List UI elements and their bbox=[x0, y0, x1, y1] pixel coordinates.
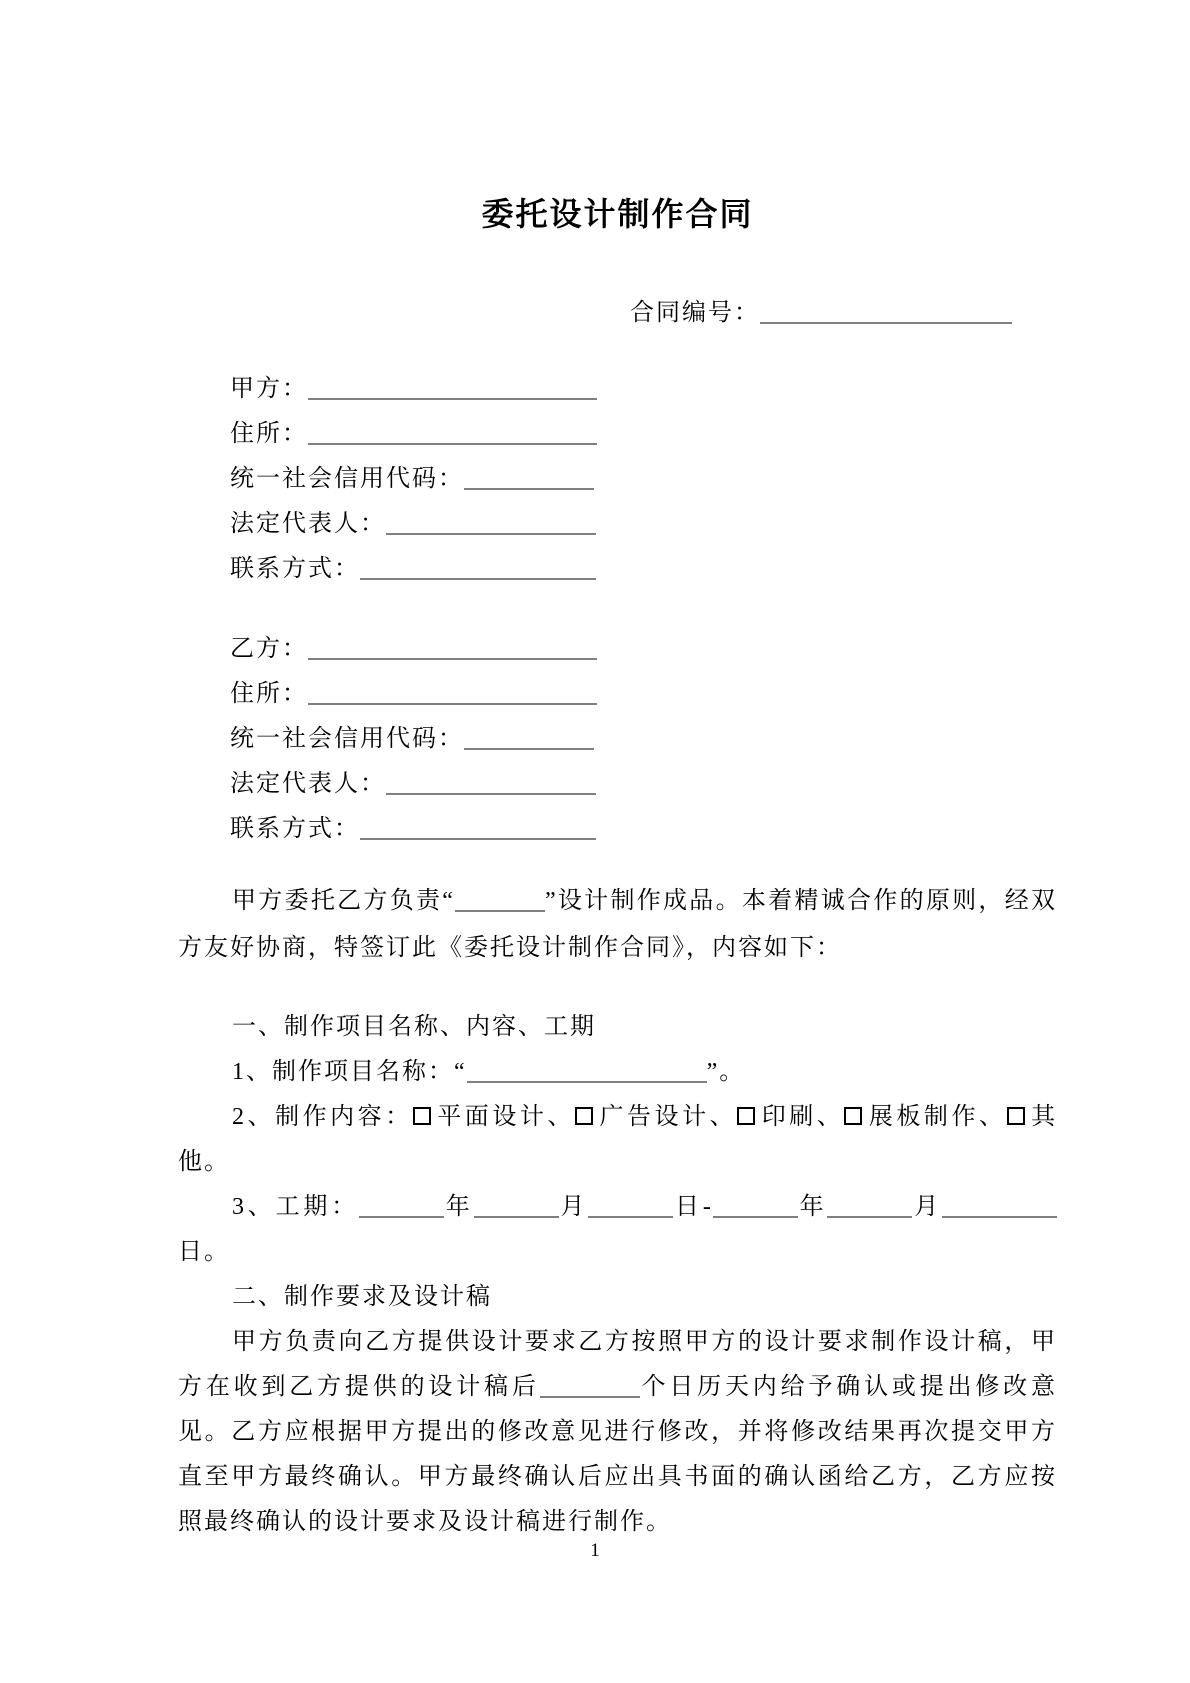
unit-year-2: 年 bbox=[797, 1194, 828, 1220]
section-1-item-2 bbox=[178, 1095, 1057, 1185]
checkbox-other[interactable] bbox=[1007, 1107, 1025, 1125]
option-separator: 、 bbox=[709, 1104, 738, 1130]
end-day-blank[interactable] bbox=[942, 1204, 1057, 1218]
contract-number-label: 合同编号： bbox=[630, 300, 760, 326]
start-day-blank[interactable] bbox=[588, 1204, 673, 1218]
end-year-blank[interactable] bbox=[713, 1204, 798, 1218]
party-a-legal-rep-blank[interactable] bbox=[386, 521, 596, 535]
section-1-heading: 一、制作项目名称、内容、工期 bbox=[232, 1014, 596, 1040]
party-b-address-line bbox=[230, 672, 1057, 717]
party-a-credit-code-line bbox=[230, 457, 1057, 502]
party-b-name-line bbox=[230, 627, 1057, 672]
party-a-legal-rep-label: 法定代表人： bbox=[230, 511, 386, 537]
party-b-credit-code-label: 统一社会信用代码： bbox=[230, 726, 464, 752]
option-separator: 、 bbox=[816, 1104, 845, 1130]
option-other: 其他 bbox=[178, 1104, 1058, 1175]
party-b-address-blank[interactable] bbox=[308, 691, 597, 705]
end-month-blank[interactable] bbox=[827, 1204, 912, 1218]
section-2-paragraph bbox=[178, 1320, 1057, 1545]
party-b-legal-rep-blank[interactable] bbox=[386, 781, 596, 795]
party-b-contact-label: 联系方式： bbox=[230, 816, 360, 842]
party-a-name-label: 甲方： bbox=[230, 376, 308, 402]
checkbox-display-board[interactable] bbox=[844, 1107, 862, 1125]
party-a-credit-code-blank[interactable] bbox=[464, 476, 594, 490]
document-title: 委托设计制作合同 bbox=[481, 196, 754, 232]
party-a-address-line bbox=[230, 412, 1057, 457]
party-a-block bbox=[230, 367, 1057, 592]
option-separator: 、 bbox=[979, 1104, 1007, 1130]
party-b-block bbox=[230, 627, 1057, 852]
option-terminator: 。 bbox=[204, 1149, 230, 1175]
option-printing: 印刷 bbox=[760, 1104, 817, 1130]
party-b-name-label: 乙方： bbox=[230, 636, 308, 662]
party-a-name-blank[interactable] bbox=[308, 386, 597, 400]
section-1-item-3 bbox=[178, 1185, 1057, 1275]
party-a-legal-rep-line bbox=[230, 502, 1057, 547]
option-ad-design: 广告设计 bbox=[597, 1104, 710, 1130]
party-a-credit-code-label: 统一社会信用代码： bbox=[230, 466, 464, 492]
start-year-blank[interactable] bbox=[359, 1204, 444, 1218]
party-b-legal-rep-label: 法定代表人： bbox=[230, 771, 386, 797]
page-number: 1 bbox=[590, 1540, 600, 1561]
option-display-board: 展板制作 bbox=[867, 1104, 979, 1130]
party-b-address-label: 住所： bbox=[230, 681, 308, 707]
party-a-address-label: 住所： bbox=[230, 421, 308, 447]
item-3-label: 3、工期： bbox=[232, 1194, 359, 1220]
contract-number-row bbox=[178, 291, 1057, 336]
party-b-credit-code-line bbox=[230, 717, 1057, 762]
unit-year: 年 bbox=[444, 1194, 474, 1220]
section-2-text-post: 个日历天内给予确认或提出修改意见。乙方应根据甲方提出的修改意见进行修改，并将修改结果再次提交甲方直至甲方最终确认。甲方最终确认后应出具书面的确认函给乙方，乙方应按照最终确认的设计要求及设计稿进行制作。 bbox=[178, 1374, 1058, 1535]
unit-month-2: 月 bbox=[912, 1194, 943, 1220]
confirmation-days-blank[interactable] bbox=[540, 1384, 640, 1398]
option-graphic-design: 平面设计 bbox=[435, 1104, 548, 1130]
section-2-heading: 二、制作要求及设计稿 bbox=[232, 1284, 492, 1310]
checkbox-ad-design[interactable] bbox=[575, 1107, 593, 1125]
intro-project-blank[interactable] bbox=[455, 898, 545, 912]
unit-day-end: 日。 bbox=[178, 1239, 230, 1265]
start-month-blank[interactable] bbox=[474, 1204, 559, 1218]
section-2-text-pre: 甲方负责向乙方提供设计要求乙方按照甲方的设计要求制作设计稿，甲方在收到乙方提供的设计稿后 bbox=[178, 1329, 1057, 1400]
party-b-credit-code-blank[interactable] bbox=[464, 736, 594, 750]
party-b-contact-line bbox=[230, 807, 1057, 852]
intro-text-post: ”设计制作成品。本着精诚合作的原则，经双方友好协商，特签订此《委托设计制作合同》，内容如下： bbox=[178, 888, 1057, 961]
party-b-name-blank[interactable] bbox=[308, 646, 597, 660]
party-a-contact-line bbox=[230, 547, 1057, 592]
checkbox-graphic-design[interactable] bbox=[413, 1107, 431, 1125]
item-1-text-pre: 1、制作项目名称：“ bbox=[232, 1059, 467, 1085]
contract-number-blank[interactable] bbox=[760, 310, 1012, 324]
unit-month: 月 bbox=[558, 1194, 589, 1220]
checkbox-printing[interactable] bbox=[737, 1107, 755, 1125]
item-1-text-post: ”。 bbox=[706, 1059, 746, 1085]
party-a-contact-label: 联系方式： bbox=[230, 556, 360, 582]
intro-paragraph bbox=[178, 878, 1057, 972]
party-a-contact-blank[interactable] bbox=[360, 566, 596, 580]
unit-day-dash: 日- bbox=[673, 1194, 713, 1220]
item-2-label: 2、制作内容： bbox=[232, 1104, 413, 1130]
option-separator: 、 bbox=[547, 1104, 575, 1130]
project-name-blank[interactable] bbox=[467, 1069, 707, 1083]
party-b-contact-blank[interactable] bbox=[360, 826, 596, 840]
intro-text-pre: 甲方委托乙方负责“ bbox=[232, 888, 455, 914]
section-1-item-1 bbox=[178, 1050, 1057, 1095]
party-a-address-blank[interactable] bbox=[308, 431, 597, 445]
party-b-legal-rep-line bbox=[230, 762, 1057, 807]
party-a-name-line bbox=[230, 367, 1057, 412]
